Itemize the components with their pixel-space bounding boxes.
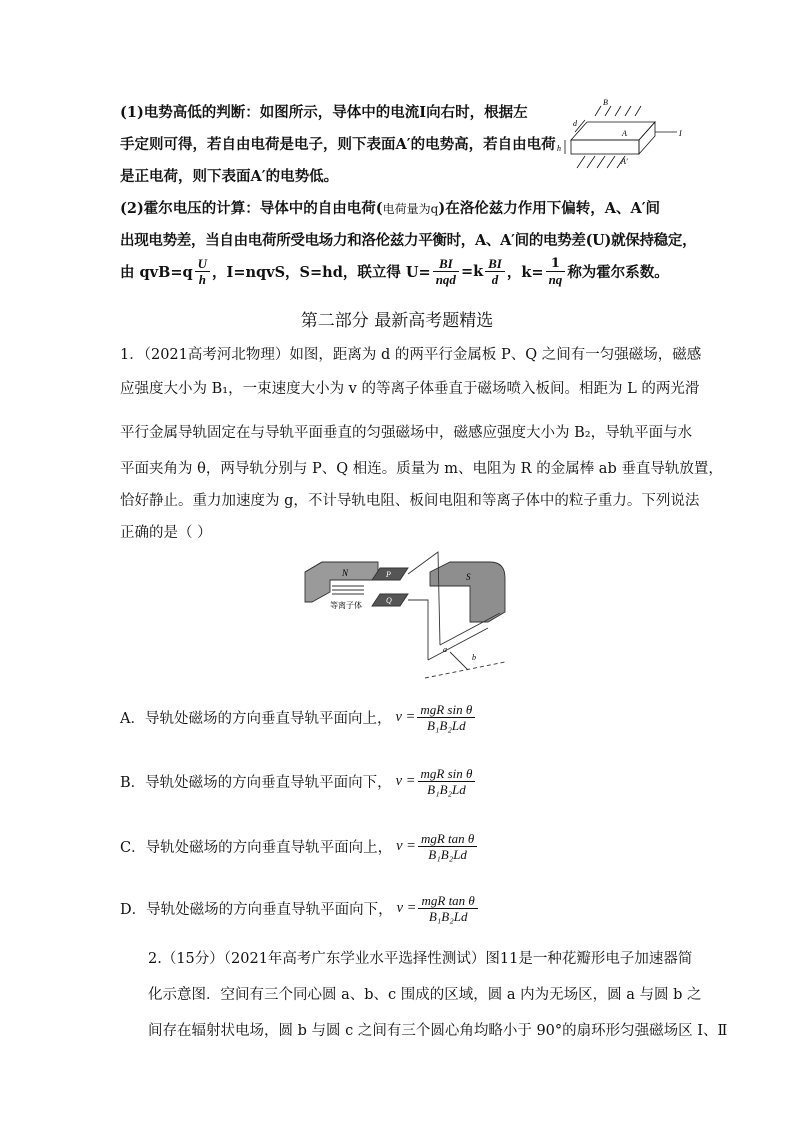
figure-label-S: S: [466, 572, 471, 582]
hall-text-line-1: (1)电势高低的判断：如图所示，导体中的电流I向右时，根据左: [120, 104, 528, 121]
figure-label-d: d: [573, 119, 577, 128]
q1-option-a[interactable]: A．导轨处磁场的方向垂直导轨平面向上， v = $\frac{\text{mgR sin θ}}{\text{B₁B₂Ld}}$: [120, 702, 477, 733]
q1-line-6: 正确的是（ ）: [120, 525, 212, 541]
figure-label-A: A: [622, 129, 627, 138]
q1-option-c[interactable]: C．导轨处磁场的方向垂直导轨平面向上， v = $\frac{\text{mgR tan θ}}{\text{B₁B₂Ld}}$: [120, 831, 479, 862]
hall-text-line-6: 由 qvB=q $\frac{U}{h}$ ，I=nqvS，S=hd，联立得 U= $\frac{BI}{\text{nqd}}$ =k $\frac{BI}{d}$ ，k= $\frac{1}{nq}$ 称为霍尔系数。: [120, 256, 669, 287]
figure-label-P: P: [386, 570, 391, 579]
q2-line-1: 2.（15分）（2021年高考广东学业水平选择性测试）图11是一种花瓣形电子加速器简: [148, 951, 693, 967]
hall-effect-figure: [555, 96, 685, 172]
hall-text-line-3: 是正电荷，则下表面A′的电势低。: [120, 168, 339, 185]
figure-label-h: h: [557, 144, 561, 153]
hall-text-line-5: 出现电势差，当自由电荷所受电场力和洛伦兹力平衡时，A、A′间的电势差(U)就保持稳定，: [120, 232, 697, 249]
figure-label-a: a: [443, 645, 447, 654]
q1-line-4: 平面夹角为 θ，两导轨分别与 P、Q 相连。质量为 m、电阻为 R 的金属棒 ab 垂直导轨放置，: [120, 461, 723, 477]
option-label: C．导轨处磁场的方向垂直导轨平面向上，: [120, 840, 393, 856]
option-label: B．导轨处磁场的方向垂直导轨平面向下，: [120, 775, 392, 791]
q1-line-2: 应强度大小为 B₁，一束速度大小为 v 的等离子体垂直于磁场喷入板间。相距为 L 的两光滑: [120, 381, 700, 397]
hall-text-line-4: (2)霍尔电压的计算：导体中的自由电荷(电荷量为q)在洛伦兹力作用下偏转，A、A′间: [120, 200, 661, 217]
hall-text-line-2: 手定则可得，若自由电荷是电子，则下表面A′的电势高，若自由电荷: [120, 136, 556, 153]
part-heading: 第二部分 最新高考题精选: [300, 311, 494, 331]
plasma-generator-figure: [300, 550, 515, 690]
q2-line-3: 间存在辐射状电场，圆 b 与圆 c 之间有三个圆心角均略小于 90°的扇环形匀强磁场区 Ⅰ、Ⅱ: [148, 1023, 728, 1039]
figure-label-Q: Q: [386, 596, 392, 605]
figure-label-plasma: 等离子体: [330, 601, 362, 610]
option-label: A．导轨处磁场的方向垂直导轨平面向上，: [120, 711, 392, 727]
q1-option-b[interactable]: B．导轨处磁场的方向垂直导轨平面向下， v = $\frac{\text{mgR sin θ}}{\text{B₁B₂Ld}}$: [120, 766, 477, 797]
figure-label-A-prime: A′: [621, 157, 628, 166]
q1-line-5: 恰好静止。重力加速度为 g，不计导轨电阻、板间电阻和等离子体中的粒子重力。下列说法: [120, 493, 700, 509]
q2-line-2: 化示意图．空间有三个同心圆 a、b、c 围成的区域，圆 a 内为无场区，圆 a 与圆 b 之: [148, 987, 702, 1003]
q1-option-d[interactable]: D．导轨处磁场的方向垂直导轨平面向下， v = $\frac{\text{mgR tan θ}}{\text{B₁B₂Ld}}$: [120, 893, 480, 924]
q1-line-1: 1．（2021高考河北物理）如图，距离为 d 的两平行金属板 P、Q 之间有一匀强磁场，磁感: [120, 347, 702, 363]
figure-label-b: b: [472, 653, 476, 662]
option-label: D．导轨处磁场的方向垂直导轨平面向下，: [120, 902, 393, 918]
figure-label-N: N: [342, 568, 349, 578]
figure-label-I: I: [679, 129, 682, 138]
figure-label-B: B: [603, 98, 608, 107]
q1-line-3: 平行金属导轨固定在与导轨平面垂直的匀强磁场中，磁感应强度大小为 B₂，导轨平面与水: [120, 425, 693, 441]
